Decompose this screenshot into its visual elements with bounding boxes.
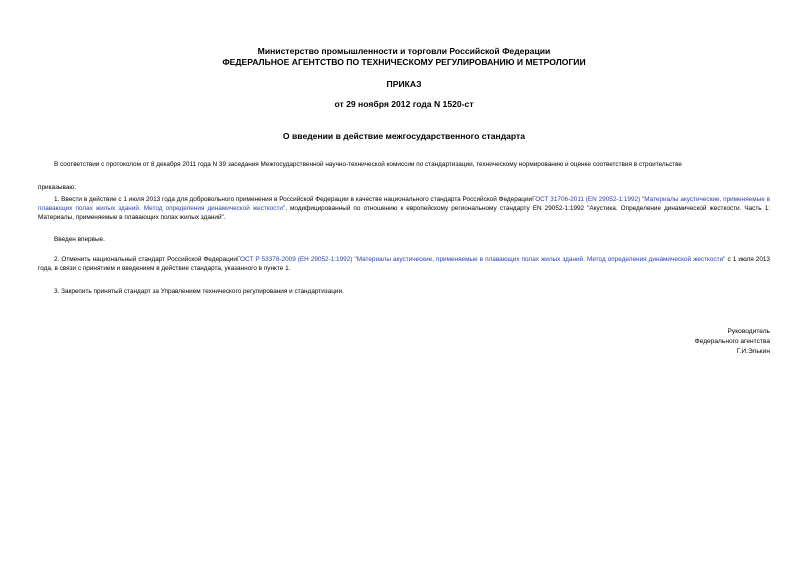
gost-r-53378-link[interactable]: ГОСТ Р 53378-2009 (ЕН 29052-1:1992) "Материалы акустические, применяемые в плавающих полах жилых зданий. Метод определения динамической жесткости" — [236, 256, 726, 263]
gost-31706-link[interactable]: ГОСТ 31706-2011 (EN 29052-1:1992) "Материалы акустические, применяемые в плавающих полах жилых зданий. Метод определения динамической жесткости" — [38, 196, 770, 213]
document-type: ПРИКАЗ — [386, 79, 422, 89]
document-header — [38, 46, 770, 68]
intro-paragraph: В соответствии с протоколом от 8 декабря 2011 года N 39 заседания Межгосударственной научно-технической комиссии по стандартизации, техническому нормированию и оценке соответствия в строительстве — [54, 161, 682, 168]
introduced-first-note: Введен впервые. — [54, 236, 105, 243]
item-3-paragraph: 3. Закрепить принятый стандарт за Управлением технического регулирования и стандартизации. — [54, 288, 344, 295]
item-2-paragraph — [38, 255, 770, 273]
agency-name: ФЕДЕРАЛЬНОЕ АГЕНТСТВО ПО ТЕХНИЧЕСКОМУ РЕГУЛИРОВАНИЮ И МЕТРОЛОГИИ — [222, 57, 586, 67]
item-1-suffix: , модифицированный по отношению к европейскому региональному стандарту EN 29052-1:1992 "Акустика. Определение динамической жесткости. Часть 1: Материалы, применяемые в плавающих полах жилых зданий". — [38, 205, 770, 222]
ministry-name: Министерство промышленности и торговли Российской Федерации — [257, 46, 551, 56]
order-word: приказываю: — [38, 184, 76, 191]
document-subject: О введении в действие межгосударственного стандарта — [282, 131, 526, 141]
signature-position: Руководитель — [727, 328, 770, 335]
signature-name: Г.И.Элькин — [736, 348, 770, 355]
signature-block — [695, 327, 770, 357]
item-1-paragraph — [38, 195, 770, 223]
item-1-prefix: 1. Ввести в действие с 1 июля 2013 года для добровольного применения в Российской Федерации в качестве национального стандарта Российской Федерации — [54, 196, 533, 203]
item-2-prefix: 2. Отменить национальный стандарт Российской Федерации — [54, 256, 237, 263]
document-page — [38, 0, 770, 571]
date-number-line: от 29 ноября 2012 года N 1520-ст — [334, 99, 474, 109]
item-2-suffix: с 1 июля 2013 года, в связи с принятием и введением в действие стандарта, указанного в пункте 1. — [38, 256, 770, 273]
signature-organization: Федерального агентства — [694, 338, 770, 345]
